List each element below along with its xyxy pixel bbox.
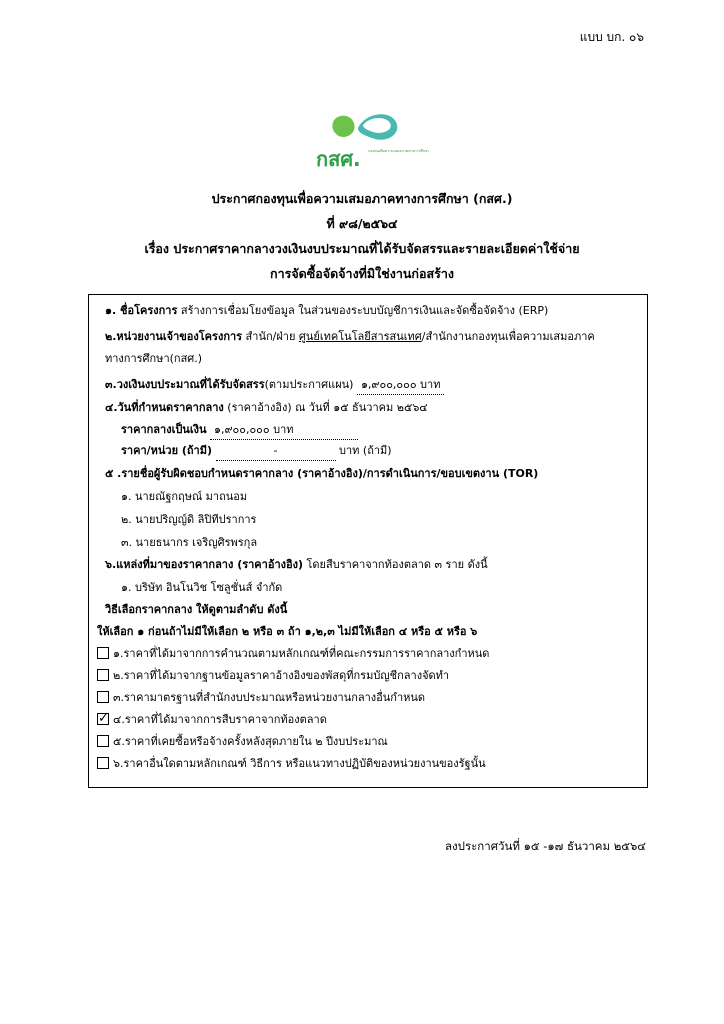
section-budget: ๓.วงเงินงบประมาณที่ได้รับจัดสรร(ตามประกาศแผน) ๑,๙๐๐,๐๐๐ บาท: [105, 376, 444, 395]
budget-amount: ๑,๙๐๐,๐๐๐ บาท: [357, 376, 445, 395]
method-option-5: ๕.ราคาที่เคยซื้อหรือจ้างครั้งหลังสุดภายใน ๒ ปีงบประมาณ: [97, 733, 388, 751]
section-responsible: ๕ .รายชื่อผู้รับผิดชอบกำหนดราคากลาง (ราคาอ้างอิง)/การดำเนินการ/ขอบเขตงาน (TOR): [105, 467, 539, 480]
method-option-1: ๑.ราคาที่ได้มาจากการคำนวณตามหลักเกณฑ์ที่คณะกรรมการราคากลางกำหนด: [97, 645, 489, 663]
section-price-source: ๖.แหล่งที่มาของราคากลาง (ราคาอ้างอิง) โดยสืบราคาจากท้องตลาด ๓ ราย ดังนี้: [105, 558, 488, 571]
median-price-value: ๑,๙๐๐,๐๐๐ บาท: [210, 421, 358, 440]
header-line-4: การจัดซื้อจัดจ้างที่มิใช่งานก่อสร้าง: [270, 266, 454, 281]
announcement-date: ลงประกาศวันที่ ๑๕ -๑๗ ธันวาคม ๒๕๖๔: [444, 839, 646, 853]
section-price-date: ๔.วันที่กำหนดราคากลาง (ราคาอ้างอิง) ณ วันที่ ๑๕ ธันวาคม ๒๕๖๔: [105, 401, 428, 414]
method-option-4: ✓๔.ราคาที่ได้มาจากการสืบราคาจากท้องตลาด: [97, 711, 327, 729]
butterfly-logo-icon: [316, 108, 430, 172]
responsible-person: ๓. นายธนากร เจริญศิรพรกุล: [121, 536, 258, 549]
section-owner-unit: ๒.หน่วยงานเจ้าของโครงการ สำนัก/ฝ่าย ศูนย์เทคโนโลยีสารสนเทศ/สำนักงานกองทุนเพื่อความเสมอภาค: [105, 330, 595, 343]
responsible-person: ๑. นายณัฐกฤษณ์ มาถนอม: [121, 490, 248, 503]
announcement-box: [88, 294, 648, 788]
owner-unit-line-2: ทางการศึกษา(กสศ.): [105, 352, 203, 365]
method-option-6: ๖.ราคาอื่นใดตามหลักเกณฑ์ วิธีการ หรือแนวทางปฏิบัติของหน่วยงานของรัฐนั้น: [97, 755, 486, 773]
price-source-item: ๑. บริษัท อินโนวิช โซลูชั่นส์ จำกัด: [121, 581, 283, 594]
median-price-row: ราคากลางเป็นเงิน ๑,๙๐๐,๐๐๐ บาท: [121, 421, 358, 440]
option-2-checkbox[interactable]: [97, 669, 109, 681]
method-option-2: ๒.ราคาที่ได้มาจากฐานข้อมูลราคาอ้างอิงของพัสดุที่กรมบัญชีกลางจัดทำ: [97, 667, 449, 685]
logo-tagline: กองทุนเพื่อความเสมอภาคทางการศึกษา: [368, 149, 430, 153]
option-6-checkbox[interactable]: [97, 757, 109, 769]
header-line-2: ที่ ๙๘/๒๕๖๔: [326, 216, 398, 231]
unit-price-row: ราคา/หน่วย (ถ้ามี) - บาท (ถ้ามี): [121, 442, 392, 461]
logo-mark-text: กสศ.: [316, 147, 361, 171]
method-instruction: ให้เลือก ๑ ก่อนถ้าไม่มีให้เลือก ๒ หรือ ๓ ถ้า ๑,๒,๓ ไม่มีให้เลือก ๔ หรือ ๕ หรือ ๖: [97, 625, 478, 638]
header-line-3: เรื่อง ประกาศราคากลางวงเงินงบประมาณที่ได้รับจัดสรรและรายละเอียดค่าใช้จ่าย: [144, 241, 580, 256]
agency-logo: [316, 108, 430, 172]
method-option-3: ๓.ราคามาตรฐานที่สำนักงบประมาณหรือหน่วยงานกลางอื่นกำหนด: [97, 689, 425, 707]
owner-unit-value: ศูนย์เทคโนโลยีสารสนเทศ: [298, 330, 422, 343]
option-5-checkbox[interactable]: [97, 735, 109, 747]
option-4-checkbox[interactable]: [97, 713, 109, 725]
document-header: [0, 186, 724, 286]
form-code: แบบ บก. ๐๖: [579, 30, 644, 44]
method-title: วิธีเลือกราคากลาง ให้ดูตามลำดับ ดังนี้: [105, 603, 288, 616]
unit-price-value: -: [216, 442, 336, 461]
option-1-checkbox[interactable]: [97, 647, 109, 659]
section-project-name: ๑. ชื่อโครงการ สร้างการเชื่อมโยงข้อมูล ในส่วนของระบบบัญชีการเงินและจัดซื้อจัดจ้าง (ERP): [105, 304, 549, 317]
responsible-person: ๒. นายปริญญ์ดิ ลิปิทีปราการ: [121, 513, 257, 526]
header-line-1: ประกาศกองทุนเพื่อความเสมอภาคทางการศึกษา (กสศ.): [211, 191, 513, 206]
option-3-checkbox[interactable]: [97, 691, 109, 703]
